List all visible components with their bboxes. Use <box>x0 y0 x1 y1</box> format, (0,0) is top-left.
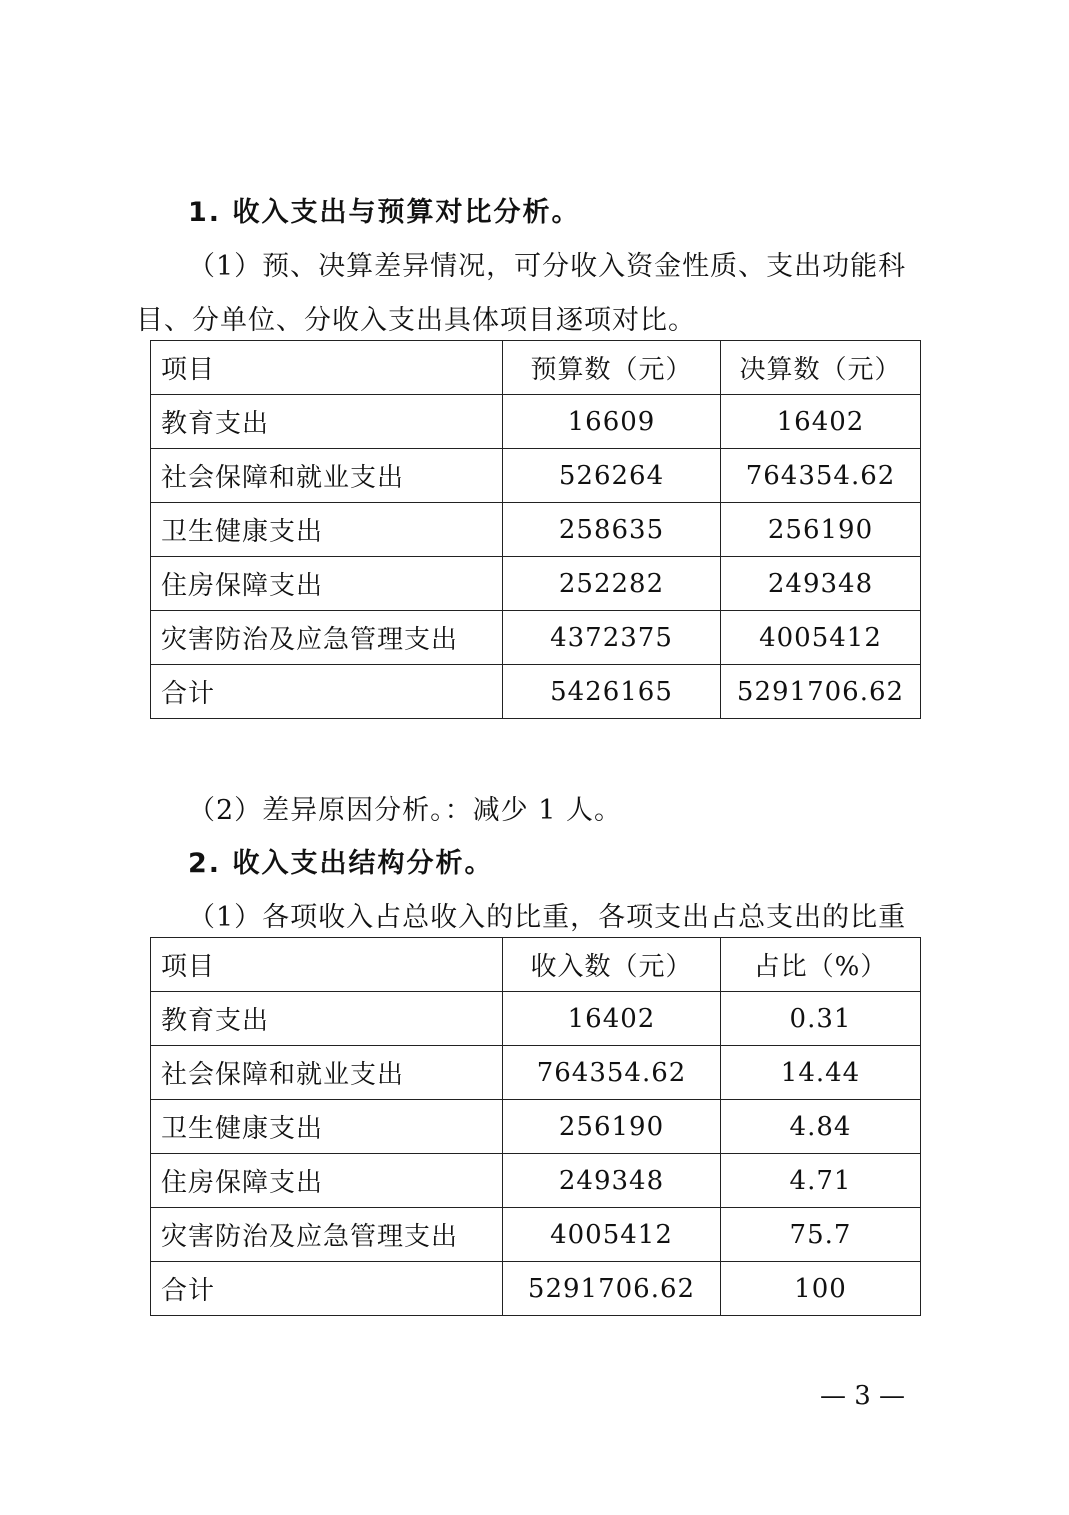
table-cell: 256190 <box>503 1100 721 1154</box>
table-cell: 5426165 <box>503 665 721 719</box>
header-cell: 项目 <box>151 938 503 992</box>
table-row <box>151 557 921 611</box>
table-cell: 4.84 <box>721 1100 921 1154</box>
section2-heading: 2. 收入支出结构分析。 <box>188 848 494 879</box>
table-cell: 教育支出 <box>151 992 503 1046</box>
section1-heading: 1. 收入支出与预算对比分析。 <box>188 197 581 228</box>
table-cell: 教育支出 <box>151 395 503 449</box>
table-cell: 764354.62 <box>721 449 921 503</box>
table-cell: 764354.62 <box>503 1046 721 1100</box>
header-cell: 决算数（元） <box>721 341 921 395</box>
table-total-row <box>151 665 921 719</box>
table-cell: 14.44 <box>721 1046 921 1100</box>
table-cell: 258635 <box>503 503 721 557</box>
page-number: — 3 — <box>819 1381 906 1411</box>
table-cell: 社会保障和就业支出 <box>151 449 503 503</box>
header-cell: 收入数（元） <box>503 938 721 992</box>
table-cell: 卫生健康支出 <box>151 1100 503 1154</box>
section1-reason: （2）差异原因分析。：减少 1 人。 <box>188 795 623 826</box>
table-total-row <box>151 1262 921 1316</box>
table-cell: 5291706.62 <box>503 1262 721 1316</box>
table-row <box>151 992 921 1046</box>
table-cell: 256190 <box>721 503 921 557</box>
table-cell: 249348 <box>503 1154 721 1208</box>
table-cell: 住房保障支出 <box>151 557 503 611</box>
header-cell: 占比（%） <box>721 938 921 992</box>
table-cell: 4005412 <box>503 1208 721 1262</box>
table-cell: 合计 <box>151 1262 503 1316</box>
table-row <box>151 503 921 557</box>
section1-paragraph-line1: （1）预、决算差异情况，可分收入资金性质、支出功能科 <box>188 251 907 282</box>
header-cell: 项目 <box>151 341 503 395</box>
table-header-row <box>151 341 921 395</box>
section2-paragraph-line1: （1）各项收入占总收入的比重，各项支出占总支出的比重 <box>188 902 907 933</box>
table-cell: 0.31 <box>721 992 921 1046</box>
budget-comparison-table <box>150 340 921 719</box>
header-cell: 预算数（元） <box>503 341 721 395</box>
table-cell: 合计 <box>151 665 503 719</box>
table-cell: 住房保障支出 <box>151 1154 503 1208</box>
table-cell: 卫生健康支出 <box>151 503 503 557</box>
table-cell: 526264 <box>503 449 721 503</box>
table-cell: 16402 <box>503 992 721 1046</box>
table-cell: 4005412 <box>721 611 921 665</box>
table-row <box>151 395 921 449</box>
table-cell: 249348 <box>721 557 921 611</box>
table-row <box>151 449 921 503</box>
table-cell: 16609 <box>503 395 721 449</box>
table-cell: 灾害防治及应急管理支出 <box>151 1208 503 1262</box>
table-cell: 5291706.62 <box>721 665 921 719</box>
table-cell: 4.71 <box>721 1154 921 1208</box>
table-cell: 100 <box>721 1262 921 1316</box>
table-row <box>151 1046 921 1100</box>
table-header-row <box>151 938 921 992</box>
section1-paragraph-line2: 目、分单位、分收入支出具体项目逐项对比。 <box>136 305 696 336</box>
structure-analysis-table <box>150 937 921 1316</box>
table-row <box>151 1154 921 1208</box>
table-cell: 社会保障和就业支出 <box>151 1046 503 1100</box>
table-cell: 16402 <box>721 395 921 449</box>
table-cell: 75.7 <box>721 1208 921 1262</box>
table-row <box>151 1208 921 1262</box>
table-cell: 灾害防治及应急管理支出 <box>151 611 503 665</box>
table-row <box>151 1100 921 1154</box>
table-row <box>151 611 921 665</box>
table-cell: 252282 <box>503 557 721 611</box>
table-cell: 4372375 <box>503 611 721 665</box>
